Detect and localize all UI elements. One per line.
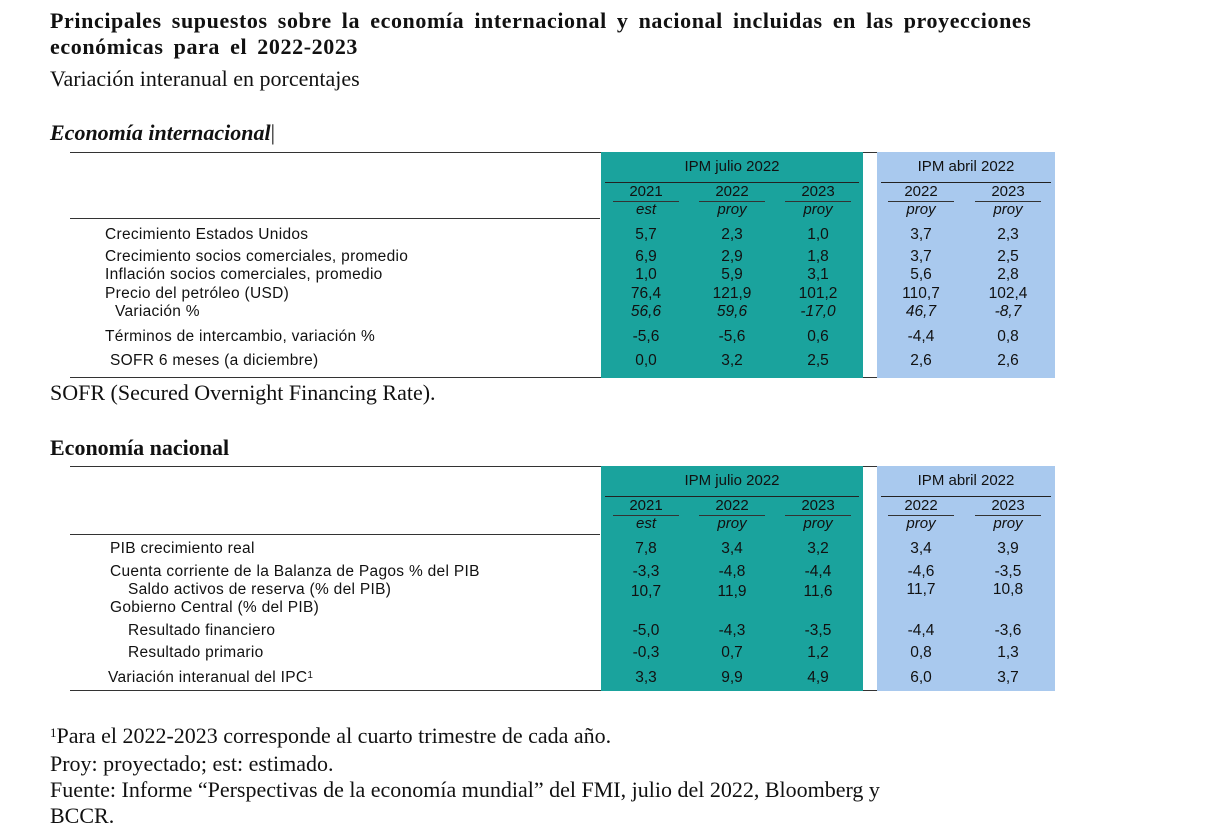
cell: 2,3 — [721, 226, 743, 243]
cell: 11,9 — [717, 583, 747, 600]
cell: 1,0 — [807, 226, 829, 243]
cell: 2,3 — [997, 226, 1019, 243]
page-title: Principales supuestos sobre la economía internacional y nacional incluidas en las proyecciones económicas para el 2022-2023 — [50, 8, 1032, 59]
cell: 121,9 — [712, 285, 752, 302]
column-tag: proy — [906, 201, 936, 218]
column-year: 2023 — [801, 497, 835, 514]
cell: 3,3 — [635, 669, 657, 686]
cell: 3,2 — [721, 352, 743, 369]
column-year: 2023 — [991, 183, 1025, 200]
cell: 6,0 — [910, 669, 932, 686]
column-tag: proy — [993, 201, 1023, 218]
sofr-note: SOFR (Secured Overnight Financing Rate). — [50, 380, 436, 405]
cell: 6,9 — [635, 248, 657, 265]
cell: -4,8 — [718, 563, 746, 580]
column-tag: proy — [906, 515, 936, 532]
cell: 1,2 — [807, 644, 829, 661]
cell: 1,8 — [807, 248, 829, 265]
row-label: Precio del petróleo (USD) — [105, 285, 290, 302]
cell: -0,3 — [632, 644, 660, 661]
cell: 2,6 — [997, 352, 1019, 369]
cell: -3,3 — [632, 563, 660, 580]
cell: -4,3 — [718, 622, 746, 639]
cell: 0,8 — [910, 644, 932, 661]
cell: 102,4 — [988, 285, 1028, 302]
cell: 5,7 — [635, 226, 657, 243]
column-year: 2023 — [991, 497, 1025, 514]
cell: 5,9 — [721, 266, 743, 283]
cell: 5,6 — [910, 266, 932, 283]
row-label: Crecimiento Estados Unidos — [105, 226, 309, 243]
table-header-rule — [70, 218, 600, 219]
national-table — [70, 466, 1055, 691]
cell: 1,0 — [635, 266, 657, 283]
cell: 3,1 — [807, 266, 829, 283]
cell: 3,7 — [910, 248, 932, 265]
text-cursor: | — [270, 120, 276, 145]
row-label: Cuenta corriente de la Balanza de Pagos % del PIB — [110, 563, 480, 580]
cell: 3,7 — [997, 669, 1019, 686]
row-label: Gobierno Central (% del PIB) — [110, 599, 320, 616]
cell: 46,7 — [905, 303, 937, 320]
cell: -8,7 — [994, 303, 1022, 320]
row-label: Variación % — [115, 303, 200, 320]
footnote-marker: 1 — [307, 670, 314, 681]
ipm-abril-title: IPM abril 2022 — [917, 158, 1015, 175]
table-header-rule — [70, 534, 600, 535]
cell: -3,5 — [804, 622, 832, 639]
cell: 101,2 — [798, 285, 838, 302]
ipm-julio-title: IPM julio 2022 — [684, 158, 780, 175]
international-table — [70, 152, 1055, 378]
cell: -5,0 — [632, 622, 660, 639]
column-tag: proy — [717, 201, 747, 218]
cell: 4,9 — [807, 669, 829, 686]
cell: 56,6 — [630, 303, 662, 320]
cell: 2,6 — [910, 352, 932, 369]
column-tag: proy — [803, 515, 833, 532]
column-tag: est — [635, 201, 656, 218]
footnote-1 — [50, 723, 611, 749]
row-label — [108, 670, 313, 686]
cell: -17,0 — [800, 303, 836, 320]
row-label: Inflación socios comerciales, promedio — [105, 266, 383, 283]
cell: -3,6 — [994, 622, 1022, 639]
footnote-proy: Proy: proyectado; est: estimado. — [50, 751, 334, 776]
cell: -4,4 — [907, 328, 935, 345]
national-heading: Economía nacional — [50, 435, 230, 460]
column-tag: proy — [993, 515, 1023, 532]
row-label: PIB crecimiento real — [110, 540, 255, 557]
cell: -5,6 — [718, 328, 746, 345]
international-heading — [50, 120, 275, 146]
column-tag: proy — [803, 201, 833, 218]
cell: 11,7 — [906, 581, 936, 598]
cell: 3,4 — [910, 540, 932, 557]
cell: 10,8 — [992, 581, 1024, 598]
cell: -4,4 — [804, 563, 832, 580]
cell: 2,8 — [997, 266, 1019, 283]
column-tag: est — [635, 515, 656, 532]
row-label: Crecimiento socios comerciales, promedio — [105, 248, 409, 265]
cell: -4,6 — [907, 563, 935, 580]
cell: -3,5 — [994, 563, 1022, 580]
column-tag: proy — [717, 515, 747, 532]
cell: 0,8 — [997, 328, 1019, 345]
cell: 7,8 — [635, 540, 657, 557]
column-year: 2022 — [904, 497, 938, 514]
cell: 3,2 — [807, 540, 829, 557]
column-year: 2023 — [801, 183, 835, 200]
ipm-julio-title: IPM julio 2022 — [684, 472, 780, 489]
column-year: 2021 — [629, 183, 663, 200]
cell: 9,9 — [721, 669, 743, 686]
cell: 59,6 — [716, 303, 748, 320]
cell: 1,3 — [997, 644, 1019, 661]
cell: -5,6 — [632, 328, 660, 345]
ipm-abril-title: IPM abril 2022 — [917, 472, 1015, 489]
row-label-text: Variación interanual del IPC — [108, 669, 308, 686]
row-label: Resultado financiero — [128, 622, 276, 639]
column-year: 2022 — [715, 183, 749, 200]
cell: 0,0 — [635, 352, 657, 369]
row-label: Resultado primario — [128, 644, 264, 661]
column-year: 2021 — [629, 497, 663, 514]
cell: 10,7 — [630, 583, 662, 600]
row-label: Saldo activos de reserva (% del PIB) — [128, 581, 392, 598]
column-year: 2022 — [715, 497, 749, 514]
footnote-1-marker: 1 — [50, 725, 57, 740]
international-heading-text: Economía internacional — [50, 120, 271, 145]
cell: 3,4 — [721, 540, 743, 557]
row-label: SOFR 6 meses (a diciembre) — [110, 352, 319, 369]
footnote-source-line1: Fuente: Informe “Perspectivas de la economía mundial” del FMI, julio del 2022, Bloomberg y — [50, 777, 880, 802]
row-label: Términos de intercambio, variación % — [105, 328, 376, 345]
column-year: 2022 — [904, 183, 938, 200]
cell: 110,7 — [902, 285, 940, 302]
cell: 3,7 — [910, 226, 932, 243]
cell: 0,7 — [721, 644, 743, 661]
cell: 11,6 — [803, 583, 833, 600]
page-subtitle: Variación interanual en porcentajes — [50, 66, 360, 91]
cell: 2,5 — [807, 352, 829, 369]
cell: 0,6 — [807, 328, 829, 345]
cell: -4,4 — [907, 622, 935, 639]
footnote-1-text: Para el 2022-2023 corresponde al cuarto trimestre de cada año. — [56, 723, 612, 748]
cell: 3,9 — [997, 540, 1019, 557]
cell: 2,5 — [997, 248, 1019, 265]
cell: 2,9 — [721, 248, 743, 265]
cell: 76,4 — [630, 285, 662, 302]
footnote-source-line2: BCCR. — [50, 803, 115, 828]
